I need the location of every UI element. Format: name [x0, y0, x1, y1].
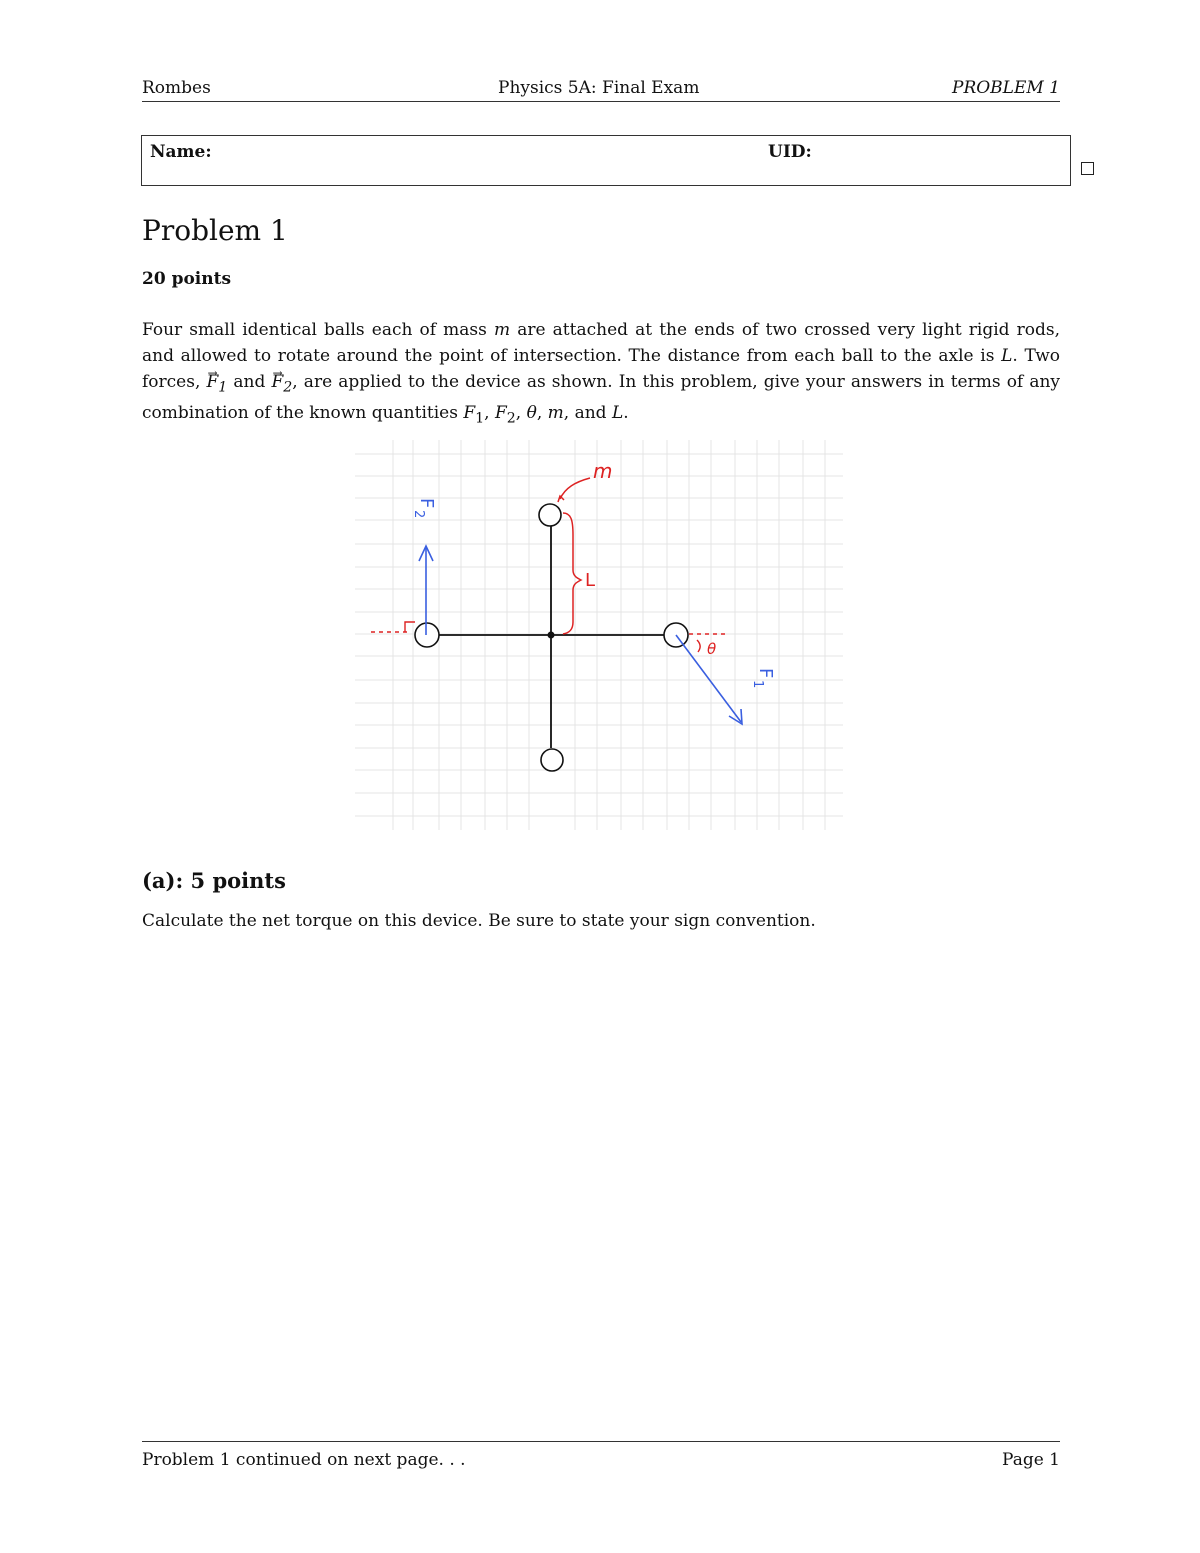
header-rule: [142, 101, 1060, 102]
ball-left: [415, 623, 439, 647]
vector-F2: [271, 372, 293, 396]
footer-page-number: Page 1: [1002, 1450, 1060, 1470]
subscript: 2: [506, 410, 516, 427]
text-part: , are applied to the device as shown. In this problem, give your answers in terms of any combination of the known quantities: [142, 372, 1061, 424]
name-uid-box: [141, 135, 1071, 186]
separator: ,: [484, 403, 490, 424]
problem-points: 20 points: [142, 269, 232, 289]
axle-point: [548, 632, 555, 639]
uid-label: UID:: [768, 142, 812, 162]
force-2-arrow: [419, 546, 433, 635]
separator: ,: [536, 403, 543, 424]
text-part: are attached at the ends of two crossed very light rigid rods, and allowed to rotate around the point of intersection. The distance from each ball to the axle is: [142, 320, 1060, 366]
length-bracket: [563, 513, 581, 634]
header-course: Physics 5A: Final Exam: [498, 78, 700, 98]
force-1-label: [750, 668, 776, 688]
length-label: L: [585, 570, 596, 591]
ball-bottom: [541, 749, 563, 771]
text-part: and: [233, 372, 266, 392]
math-m: m: [547, 403, 564, 424]
page-header: [142, 78, 1060, 100]
rotating-device-figure: [355, 440, 845, 832]
part-a-title: (a): 5 points: [142, 868, 286, 893]
footer-rule: [142, 1441, 1060, 1442]
text-part: , and: [563, 403, 607, 424]
math-m: m: [494, 320, 511, 340]
force-2-label: [411, 498, 437, 518]
part-a-question: Calculate the net torque on this device. Be sure to state your sign convention.: [142, 911, 816, 931]
text-part: Four small identical balls each of mass: [142, 320, 487, 340]
problem-title: Problem 1: [142, 214, 288, 247]
problem-statement: [142, 317, 1060, 432]
math-L: L: [611, 403, 624, 424]
checkbox[interactable]: [1081, 162, 1094, 175]
text-part: .: [623, 403, 629, 424]
svg-text:2: 2: [411, 510, 426, 519]
header-problem: PROBLEM 1: [952, 78, 1060, 98]
ball-top: [539, 504, 561, 526]
svg-text:F: F: [416, 498, 437, 509]
mass-label: m: [593, 459, 613, 483]
text-part: . Two forces,: [142, 346, 1060, 392]
subscript: 1: [218, 379, 228, 396]
name-label: Name:: [150, 142, 212, 162]
footer-continued: Problem 1 continued on next page. . .: [142, 1450, 466, 1470]
subscript: 1: [475, 410, 485, 427]
vector-F1: [206, 372, 228, 396]
math-F: F: [271, 372, 284, 392]
theta-label: θ: [707, 640, 717, 658]
math-L: L: [1001, 346, 1013, 366]
svg-text:F: F: [755, 668, 776, 679]
header-author: Rombes: [142, 78, 211, 98]
subscript: 2: [283, 379, 293, 396]
svg-text:1: 1: [750, 680, 765, 689]
separator: ,: [515, 403, 522, 424]
math-F: F: [463, 403, 476, 424]
math-theta: θ: [526, 403, 537, 424]
math-F: F: [494, 403, 507, 424]
math-F: F: [206, 372, 219, 392]
